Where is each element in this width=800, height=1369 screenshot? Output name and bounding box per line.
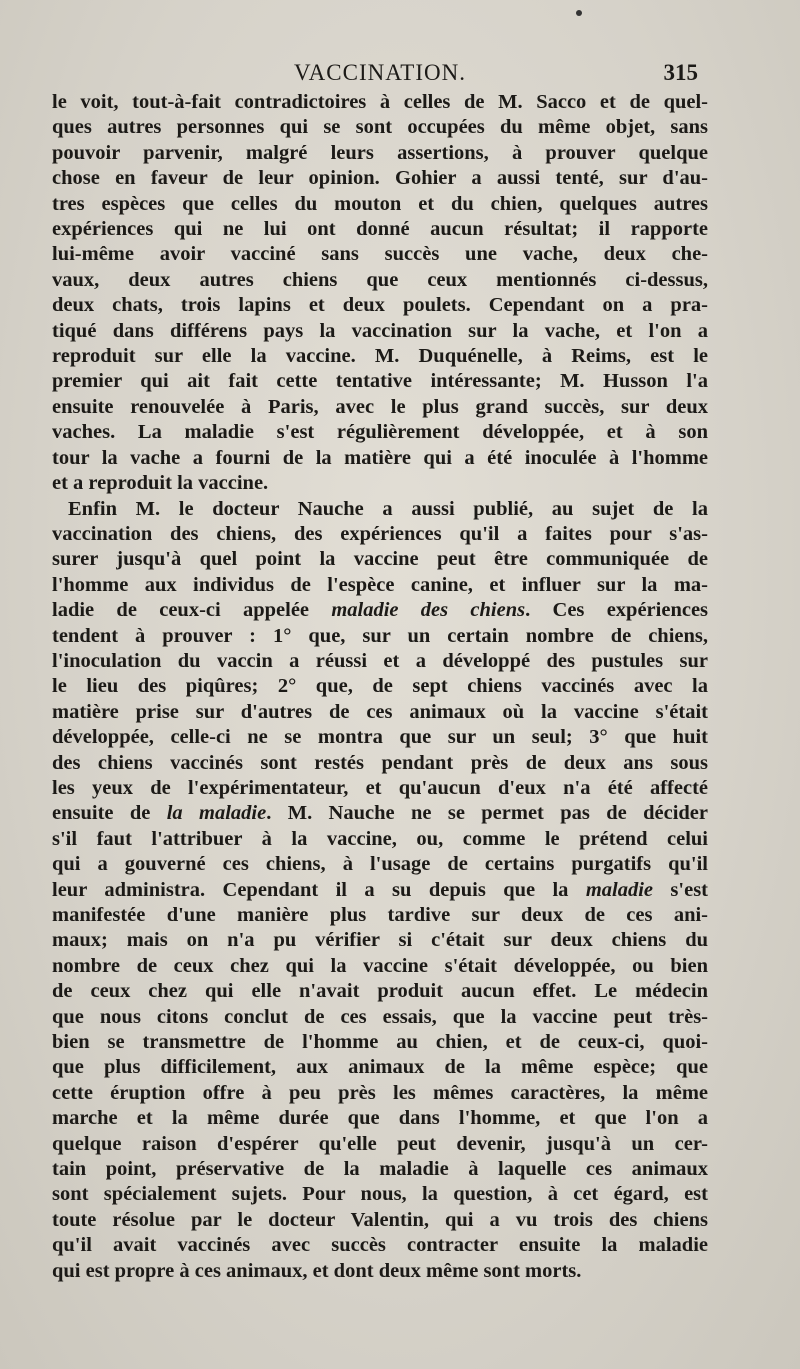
text-line	[52, 878, 708, 903]
text-line: cette éruption offre à peu près les mêmes caractères, la même	[52, 1081, 708, 1104]
text-line: ques autres personnes qui se sont occupées du même objet, sans	[52, 116, 708, 139]
text-segment: . M. Nauche ne se permet pas de décider	[266, 802, 708, 825]
text-line: l'inoculation du vaccin a réussi et a développé des pustules sur	[52, 649, 708, 672]
running-title: VACCINATION.	[294, 60, 466, 85]
italic-term: la maladie	[166, 802, 267, 825]
text-line: ensuite renouvelée à Paris, avec le plus grand succès, sur deux	[52, 395, 708, 418]
text-line: de ceux chez qui elle n'avait produit aucun effet. Le médecin	[52, 980, 708, 1003]
text-line: tiqué dans différens pays la vaccination sur la vache, et l'on a	[52, 319, 708, 342]
text-line: toute résolue par le docteur Valentin, qui a vu trois des chiens	[52, 1208, 708, 1231]
text-line: tres espèces que celles du mouton et du chien, quelques autres	[52, 192, 708, 215]
italic-term: maladie des chiens	[331, 599, 526, 622]
text-line: quelque raison d'espérer qu'elle peut devenir, jusqu'à un cer-	[52, 1132, 708, 1155]
ink-spot	[576, 10, 582, 16]
text-line: les yeux de l'expérimentateur, et qu'aucun d'eux n'a été affecté	[52, 776, 708, 799]
text-segment: leur administra. Cependant il a su depuis que la	[52, 878, 586, 901]
text-line: nombre de ceux chez qui la vaccine s'était développée, ou bien	[52, 954, 708, 977]
text-line: l'homme aux individus de l'espèce canine, et influer sur la ma-	[52, 573, 708, 596]
text-line: bien se transmettre de l'homme au chien, et de ceux-ci, quoi-	[52, 1031, 708, 1054]
text-line: surer jusqu'à quel point la vaccine peut être communiquée de	[52, 548, 708, 571]
text-segment: . Ces expériences	[525, 599, 709, 622]
text-line: et a reproduit la vaccine.	[52, 472, 269, 495]
text-line: s'il faut l'attribuer à la vaccine, ou, comme le prétend celui	[52, 827, 708, 850]
text-segment: s'est	[653, 878, 709, 901]
text-segment: ladie de ceux-ci appelée	[52, 599, 332, 622]
book-page	[52, 50, 708, 1284]
text-line: vaccination des chiens, des expériences qu'il a faites pour s'as-	[52, 522, 708, 545]
page-header	[52, 50, 708, 90]
text-line: développée, celle-ci ne se montra que sur un seul; 3° que huit	[52, 726, 708, 749]
text-line: tain point, préservative de la maladie à laquelle ces animaux	[52, 1158, 708, 1181]
text-line: qui est propre à ces animaux, et dont deux même sont morts.	[52, 1259, 582, 1282]
text-line: lui-même avoir vacciné sans succès une vache, deux che-	[52, 243, 708, 266]
text-line: expériences qui ne lui ont donné aucun résultat; il rapporte	[52, 218, 708, 241]
text-line: tour la vache a fourni de la matière qui a été inoculée à l'homme	[52, 446, 708, 469]
text-line: vaux, deux autres chiens que ceux mentionnés ci-dessus,	[52, 268, 708, 291]
text-line: marche et la même durée que dans l'homme, et que l'on a	[52, 1107, 708, 1130]
text-line: que nous citons conclut de ces essais, que la vaccine peut très-	[52, 1005, 708, 1028]
text-line	[52, 801, 708, 826]
text-line: tendent à prouver : 1° que, sur un certain nombre de chiens,	[52, 624, 708, 647]
page-number: 315	[663, 60, 698, 85]
text-line: deux chats, trois lapins et deux poulets. Cependant on a pra-	[52, 294, 708, 317]
text-line: maux; mais on n'a pu vérifier si c'était sur deux chiens du	[52, 929, 708, 952]
text-line: chose en faveur de leur opinion. Gohier a aussi tenté, sur d'au-	[52, 167, 708, 190]
text-line: qu'il avait vaccinés avec succès contracter ensuite la maladie	[52, 1234, 708, 1257]
text-line: que plus difficilement, aux animaux de la même espèce; que	[52, 1056, 708, 1079]
text-line: le voit, tout-à-fait contradictoires à celles de M. Sacco et de quel-	[52, 91, 708, 113]
text-line	[52, 598, 708, 623]
text-segment: ensuite de	[52, 802, 167, 825]
text-line: sont spécialement sujets. Pour nous, la question, à cet égard, est	[52, 1183, 708, 1206]
paragraph-2	[52, 497, 708, 1285]
text-line: manifestée d'une manière plus tardive sur deux de ces ani-	[52, 904, 708, 926]
body-text	[52, 90, 708, 1284]
text-line: vaches. La maladie s'est régulièrement développée, et à son	[52, 421, 708, 444]
text-line: reproduit sur elle la vaccine. M. Duquénelle, à Reims, est le	[52, 345, 708, 368]
text-line: des chiens vaccinés sont restés pendant près de deux ans sous	[52, 751, 708, 774]
text-line: qui a gouverné ces chiens, à l'usage de certains purgatifs qu'il	[52, 853, 708, 876]
text-line: matière prise sur d'autres de ces animaux où la vaccine s'était	[52, 700, 708, 723]
paragraph-1	[52, 90, 708, 497]
text-line: premier qui ait fait cette tentative intéressante; M. Husson l'a	[52, 370, 708, 393]
text-line: pouvoir parvenir, malgré leurs assertions, à prouver quelque	[52, 141, 708, 164]
text-line: le lieu des piqûres; 2° que, de sept chiens vaccinés avec la	[52, 675, 708, 698]
italic-term: maladie	[585, 878, 654, 901]
text-line: Enfin M. le docteur Nauche a aussi publié, au sujet de la	[68, 497, 708, 520]
